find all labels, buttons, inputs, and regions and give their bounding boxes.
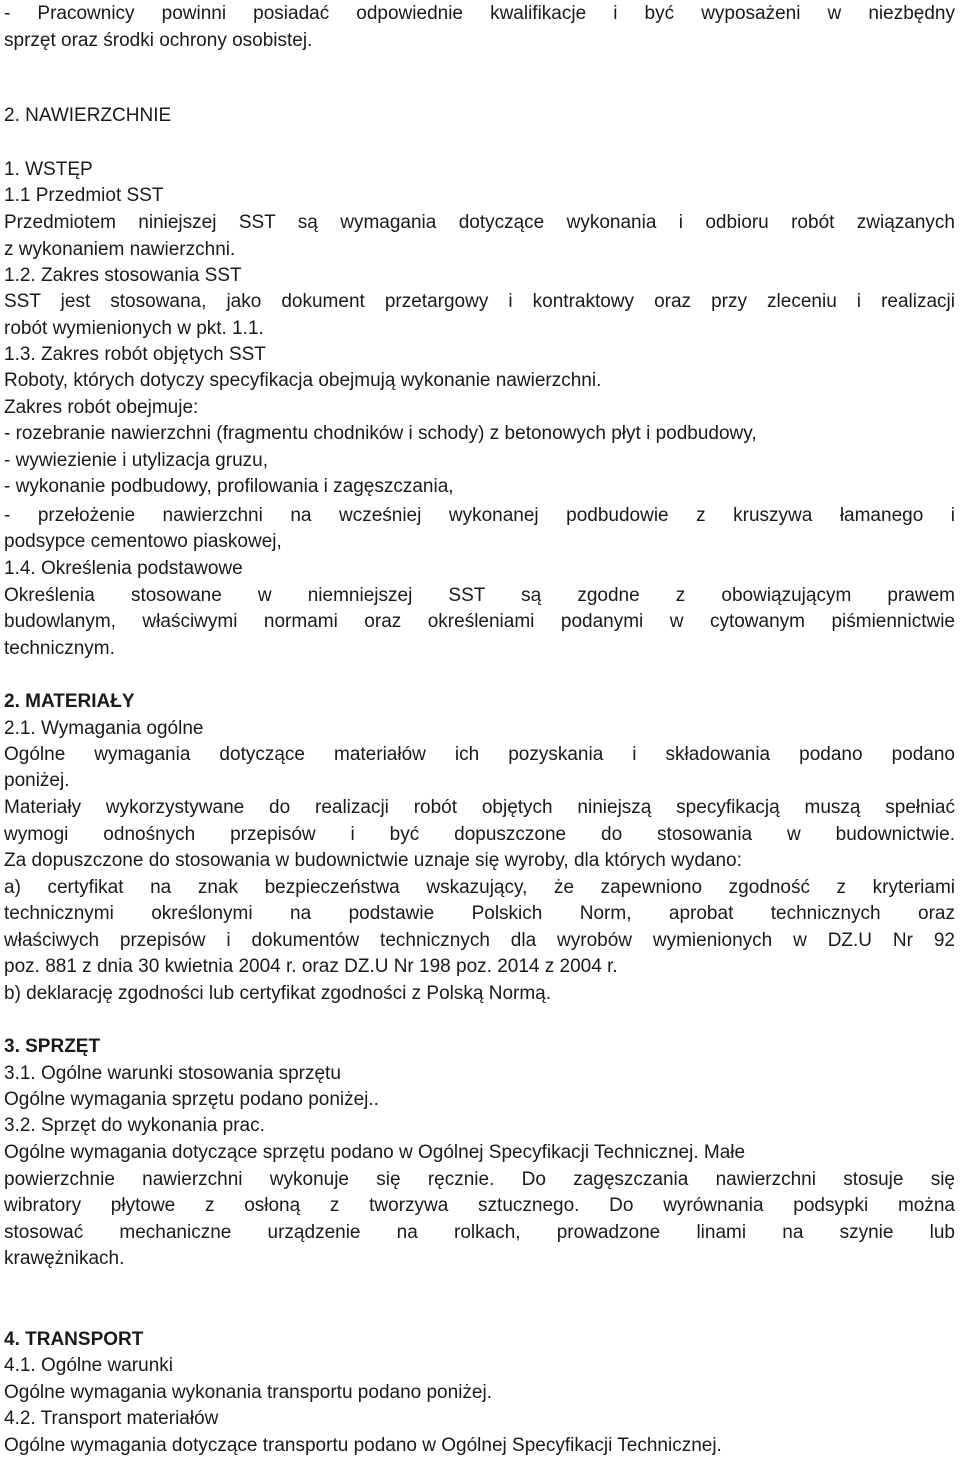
text-line: poniżej.	[4, 770, 70, 791]
text-line: sprzęt oraz środki ochrony osobistej.	[4, 30, 313, 51]
text-line: poz. 881 z dnia 30 kwietnia 2004 r. oraz DZ.U Nr 198 poz. 2014 z 2004 r.	[4, 956, 618, 977]
text-line: podsypce cementowo piaskowej,	[4, 531, 282, 552]
text-line: stosować mechaniczne urządzenie na rolkach, prowadzone linami na szynie lub	[4, 1222, 955, 1243]
text-line: Ogólne wymagania dotyczące transportu podano w Ogólnej Specyfikacji Technicznej.	[4, 1435, 722, 1456]
text-line: wymogi odnośnych przepisów i być dopuszczone do stosowania w budownictwie.	[4, 824, 955, 845]
text-line: wibratory płytowe z osłoną z tworzywa sztucznego. Do wyrównania podsypki można	[4, 1195, 955, 1216]
text-line: 3.2. Sprzęt do wykonania prac.	[4, 1115, 265, 1136]
text-line: 3.1. Ogólne warunki stosowania sprzętu	[4, 1063, 341, 1084]
text-line: Ogólne wymagania sprzętu podano poniżej..	[4, 1089, 379, 1110]
text-line: Za dopuszczone do stosowania w budownictwie uznaje się wyroby, dla których wydano:	[4, 850, 742, 871]
text-line: Ogólne wymagania dotyczące sprzętu podano w Ogólnej Specyfikacji Technicznej. Małe	[4, 1142, 746, 1163]
text-line: Ogólne wymagania dotyczące materiałów ich pozyskania i składowania podano podano	[4, 744, 955, 765]
text-line: a) certyfikat na znak bezpieczeństwa wskazujący, że zapewniono zgodność z kryteriami	[4, 877, 955, 898]
text-line: 2. NAWIERZCHNIE	[4, 105, 172, 126]
text-line: 1.1 Przedmiot SST	[4, 185, 164, 206]
text-line: budowlanym, właściwymi normami oraz określeniami podanymi w cytowanym piśmiennictwie	[4, 611, 955, 632]
section-heading: 4. TRANSPORT	[4, 1329, 144, 1350]
text-line: - przełożenie nawierzchni na wcześniej wykonanej podbudowie z kruszywa łamanego i	[4, 505, 955, 526]
text-line: - wykonanie podbudowy, profilowania i zagęszczania,	[4, 476, 454, 497]
text-line: Określenia stosowane w niemniejszej SST są zgodne z obowiązującym prawem	[4, 585, 955, 606]
text-line: 1. WSTĘP	[4, 159, 93, 180]
text-line: - Pracownicy powinni posiadać odpowiednie kwalifikacje i być wyposażeni w niezbędny	[4, 3, 955, 24]
text-line: Roboty, których dotyczy specyfikacja obejmują wykonanie nawierzchni.	[4, 370, 602, 391]
text-line: robót wymienionych w pkt. 1.1.	[4, 318, 264, 339]
text-line: Materiały wykorzystywane do realizacji robót objętych niniejszą specyfikacją muszą spełniać	[4, 797, 955, 818]
section-heading: 2. MATERIAŁY	[4, 691, 135, 712]
section-heading: 3. SPRZĘT	[4, 1036, 101, 1057]
text-line: technicznymi określonymi na podstawie Polskich Norm, aprobat technicznych oraz	[4, 903, 955, 924]
text-line: - rozebranie nawierzchni (fragmentu chodników i schody) z betonowych płyt i podbudowy,	[4, 423, 757, 444]
text-line: technicznym.	[4, 638, 115, 659]
text-line: z wykonaniem nawierzchni.	[4, 239, 236, 260]
text-line: 4.2. Transport materiałów	[4, 1408, 219, 1429]
text-line: SST jest stosowana, jako dokument przetargowy i kontraktowy oraz przy zleceniu i realizacji	[4, 291, 955, 312]
text-line: 2.1. Wymagania ogólne	[4, 718, 204, 739]
text-line: - wywiezienie i utylizacja gruzu,	[4, 450, 268, 471]
text-line: 1.4. Określenia podstawowe	[4, 558, 243, 579]
text-line: 1.2. Zakres stosowania SST	[4, 265, 242, 286]
text-line: właściwych przepisów i dokumentów technicznych dla wyrobów wymienionych w DZ.U Nr 92	[4, 930, 955, 951]
text-line: Ogólne wymagania wykonania transportu podano poniżej.	[4, 1382, 492, 1403]
text-line: krawężnikach.	[4, 1248, 125, 1269]
text-line: 4.1. Ogólne warunki	[4, 1355, 173, 1376]
text-line: b) deklarację zgodności lub certyfikat zgodności z Polską Normą.	[4, 983, 552, 1004]
text-line: Przedmiotem niniejszej SST są wymagania dotyczące wykonania i odbioru robót związanych	[4, 212, 955, 233]
text-line: Zakres robót obejmuje:	[4, 397, 199, 418]
text-line: 1.3. Zakres robót objętych SST	[4, 344, 266, 365]
text-line: powierzchnie nawierzchni wykonuje się ręcznie. Do zagęszczania nawierzchni stosuje się	[4, 1169, 955, 1190]
